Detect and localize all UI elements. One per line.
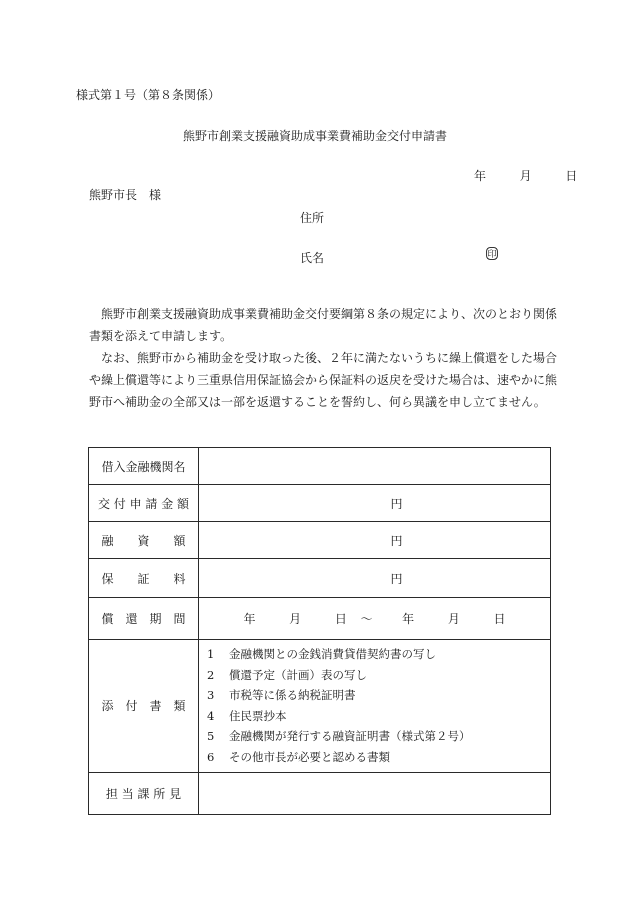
table-row [89,448,551,485]
date-year: 年 [474,169,487,183]
amount-field[interactable] [199,485,551,522]
name-label: 氏名 [300,251,325,265]
date-month: 月 [519,169,532,183]
amount-label: 交 付 申 請 金 額 [89,485,199,522]
period-year-end: 年 [402,612,415,626]
loan-field[interactable] [199,522,551,559]
table-row [89,772,551,814]
period-day-start: 日 [334,612,347,626]
paragraph-line: 書類を添えて申請します。 [89,329,233,343]
paragraph-line: 野市へ補助金の全部又は一部を返還することを誓約し、何ら異議を申し立てません。 [89,395,546,409]
period-day-end: 日 [493,612,506,626]
period-month-end: 月 [447,612,460,626]
lender-field[interactable] [199,448,551,485]
paragraph-line: なお、熊野市から補助金を受け取った後、２年に満たないうちに繰上償還をした場合 [101,351,558,365]
lender-label: 借入金融機関名 [89,448,199,485]
list-item: 1 金融機関との金銭消費貸借契約書の写し [207,647,436,661]
opinion-label: 担 当 課 所 見 [89,772,199,814]
period-year-start: 年 [243,612,256,626]
table-row [89,598,551,640]
guarantee-field[interactable] [199,559,551,598]
application-table [88,447,551,815]
yen-unit: 円 [390,533,403,548]
address-label: 住所 [300,211,325,225]
table-row [89,559,551,598]
attachments-cell [199,640,551,773]
list-item: 2 償還予定（計画）表の写し [207,667,367,682]
date-line [474,167,577,184]
seal-icon [486,247,498,260]
pledge-paragraph [89,347,559,413]
yen-unit: 円 [390,496,403,511]
seal-char: 印 [487,250,497,260]
period-label: 償 還 期 間 [89,598,199,640]
list-item: 4 住民票抄本 [207,708,287,723]
paragraph-line: や繰上償還等により三重県信用保証協会から保証料の返戻を受けた場合は、速やかに熊 [89,373,558,387]
document-title: 熊野市創業支援融資助成事業費補助金交付申請書 [182,129,447,143]
declaration-paragraph [89,303,559,347]
form-reference: 様式第１号（第８条関係） [76,88,221,102]
yen-unit: 円 [390,571,403,586]
list-item: 6 その他市長が必要と認める書類 [207,749,390,764]
table-row [89,522,551,559]
loan-label: 融 資 額 [89,522,199,559]
addressee: 熊野市長 様 [89,188,162,202]
guarantee-label: 保 証 料 [89,559,199,598]
period-tilde: ～ [360,612,373,626]
attachments-list [199,640,550,772]
date-day: 日 [565,169,578,183]
attachments-label: 添 付 書 類 [89,640,199,773]
table-row [89,485,551,522]
list-item: 5 金融機関が発行する融資証明書（様式第２号） [207,729,471,744]
period-month-start: 月 [289,612,302,626]
period-field[interactable] [199,598,551,640]
paragraph-line: 熊野市創業支援融資助成事業費補助金交付要綱第８条の規定により、次のとおり関係 [101,307,558,321]
table-row [89,640,551,773]
list-item: 3 市税等に係る納税証明書 [207,688,356,703]
opinion-field[interactable] [199,772,551,814]
